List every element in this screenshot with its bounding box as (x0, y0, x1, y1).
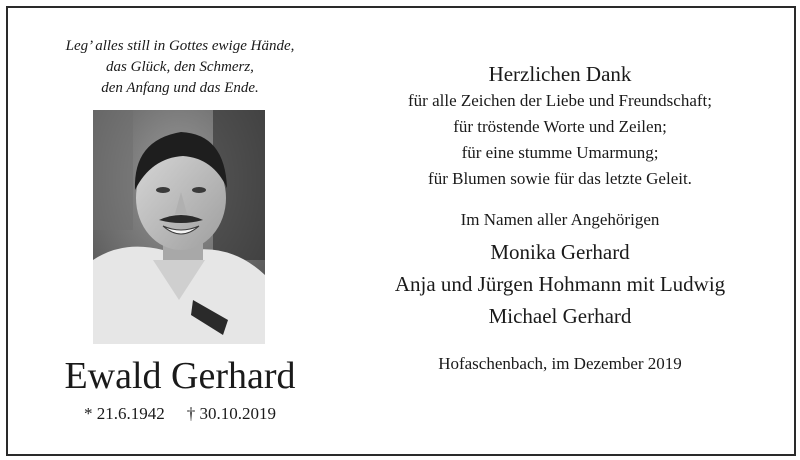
thanks-section (355, 60, 765, 376)
thanks-line: für alle Zeichen der Liebe und Freundschaft; (408, 91, 712, 110)
relative-name: Michael Gerhard (488, 304, 632, 328)
poem-line: den Anfang und das Ende. (101, 80, 259, 96)
deceased-name: Ewald Gerhard (64, 355, 296, 397)
thanks-line: für tröstende Worte und Zeilen; (453, 117, 667, 136)
death-date: † 30.10.2019 (186, 404, 276, 423)
on-behalf-text: Im Namen aller Angehörigen (460, 210, 660, 229)
poem (30, 36, 330, 99)
thanks-line: für Blumen sowie für das letzte Geleit. (428, 169, 692, 188)
relative-name: Anja und Jürgen Hohmann mit Ludwig (394, 272, 726, 296)
birth-date: * 21.6.1942 (84, 404, 165, 423)
poem-line: Leg’ alles still in Gottes ewige Hände, (65, 38, 295, 54)
thanks-line: für eine stumme Umarmung; (461, 143, 659, 162)
portrait-photo (93, 110, 265, 344)
life-dates (30, 402, 330, 426)
thanks-lines (355, 88, 765, 192)
portrait-illustration (93, 110, 265, 344)
relatives-names (355, 236, 765, 332)
poem-line: das Glück, den Schmerz, (106, 59, 254, 75)
place-date: Hofaschenbach, im Dezember 2019 (438, 354, 682, 373)
relative-name: Monika Gerhard (490, 240, 630, 264)
thanks-title: Herzlichen Dank (488, 62, 632, 86)
